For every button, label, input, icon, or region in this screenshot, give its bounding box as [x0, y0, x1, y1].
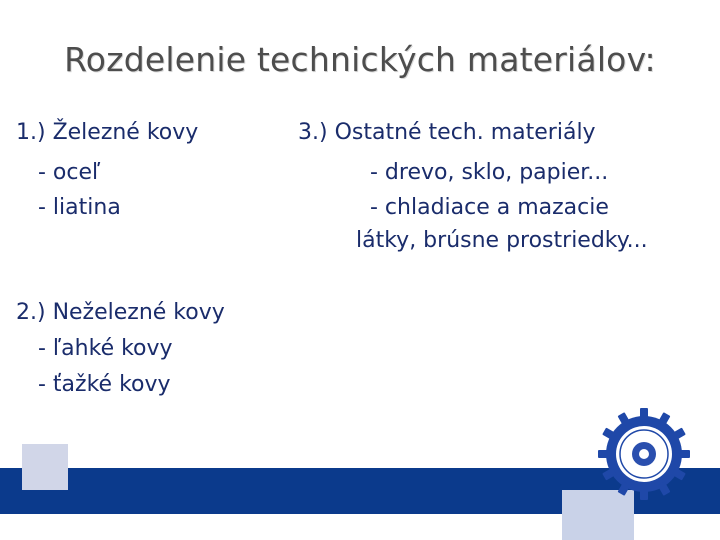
decor-square-left	[22, 444, 68, 490]
list-item-heavy-metals: - ťažké kovy	[38, 372, 171, 397]
school-gear-logo-icon	[596, 406, 692, 502]
list-item-wood-glass-paper: - drevo, sklo, papier...	[370, 160, 609, 185]
slide-title: Rozdelenie technických materiálov:	[64, 40, 656, 79]
heading-ferrous-metals: 1.) Železné kovy	[16, 120, 199, 145]
list-item-coolants-lubricants: - chladiace a mazacie	[370, 195, 609, 220]
heading-nonferrous-metals: 2.) Neželezné kovy	[16, 300, 225, 325]
heading-other-materials: 3.) Ostatné tech. materiály	[298, 120, 596, 145]
list-item-steel: - oceľ	[38, 160, 101, 185]
list-item-light-metals: - ľahké kovy	[38, 336, 173, 361]
list-item-abrasives: látky, brúsne prostriedky...	[356, 228, 648, 253]
list-item-cast-iron: - liatina	[38, 195, 121, 220]
